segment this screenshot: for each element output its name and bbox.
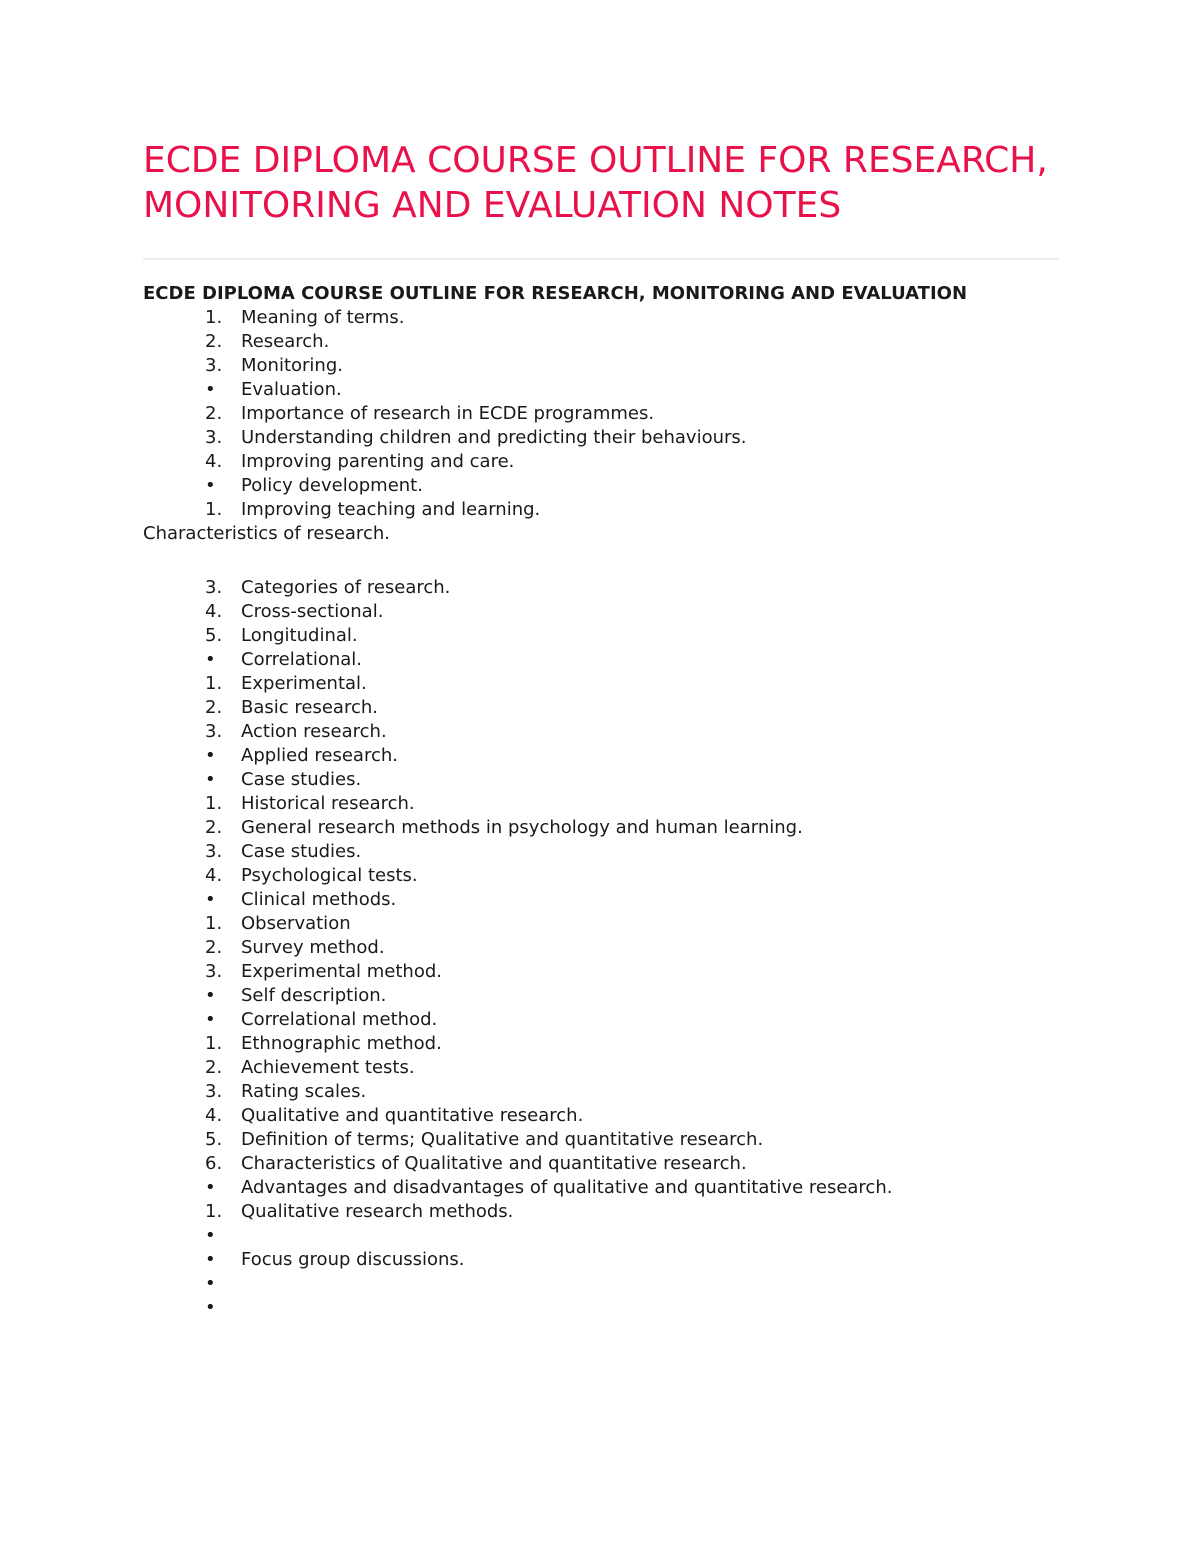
list-item bbox=[143, 330, 1059, 354]
list-item-text: Qualitative and quantitative research. bbox=[241, 1105, 584, 1126]
number-marker: 3. bbox=[205, 1081, 223, 1102]
list-item bbox=[143, 840, 1059, 864]
list-item bbox=[143, 696, 1059, 720]
list-item-text: Survey method. bbox=[241, 937, 385, 958]
number-marker: 1. bbox=[205, 793, 223, 814]
list-item bbox=[143, 474, 1059, 498]
number-marker: 4. bbox=[205, 865, 223, 886]
list-item bbox=[143, 1128, 1059, 1152]
title-divider bbox=[143, 258, 1059, 260]
number-marker: 3. bbox=[205, 721, 223, 742]
list-item-text: Correlational method. bbox=[241, 1009, 438, 1030]
list-item-text: Self description. bbox=[241, 985, 387, 1006]
list-item bbox=[143, 450, 1059, 474]
list-item bbox=[143, 1248, 1059, 1272]
number-marker: 4. bbox=[205, 1105, 223, 1126]
number-marker: 5. bbox=[205, 625, 223, 646]
list-item-text: Observation bbox=[241, 913, 351, 934]
list-item bbox=[143, 1080, 1059, 1104]
number-marker: 4. bbox=[205, 451, 223, 472]
list-item bbox=[143, 864, 1059, 888]
number-marker: 4. bbox=[205, 601, 223, 622]
list-item-text: Psychological tests. bbox=[241, 865, 418, 886]
list-item bbox=[143, 1224, 1059, 1248]
bullet-marker: • bbox=[205, 1225, 216, 1246]
list-item-text: Improving teaching and learning. bbox=[241, 499, 541, 520]
list-item bbox=[143, 1104, 1059, 1128]
number-marker: 6. bbox=[205, 1153, 223, 1174]
number-marker: 2. bbox=[205, 1057, 223, 1078]
number-marker: 2. bbox=[205, 817, 223, 838]
bullet-marker: • bbox=[205, 1009, 216, 1030]
list-item-text: Case studies. bbox=[241, 841, 362, 862]
list-item-text: Action research. bbox=[241, 721, 387, 742]
bullet-marker: • bbox=[205, 649, 216, 670]
list-item-text: Evaluation. bbox=[241, 379, 342, 400]
number-marker: 1. bbox=[205, 307, 223, 328]
characteristics-line: Characteristics of research. bbox=[143, 523, 390, 544]
number-marker: 2. bbox=[205, 403, 223, 424]
bullet-marker: • bbox=[205, 769, 216, 790]
list-item bbox=[143, 720, 1059, 744]
list-item bbox=[143, 576, 1059, 600]
list-item-text: Advantages and disadvantages of qualitative and quantitative research. bbox=[241, 1177, 893, 1198]
number-marker: 3. bbox=[205, 355, 223, 376]
list-item bbox=[143, 744, 1059, 768]
list-item-text: Monitoring. bbox=[241, 355, 343, 376]
list-item bbox=[143, 768, 1059, 792]
number-marker: 2. bbox=[205, 331, 223, 352]
bullet-marker: • bbox=[205, 1177, 216, 1198]
list-item-text: Case studies. bbox=[241, 769, 362, 790]
bullet-marker: • bbox=[205, 889, 216, 910]
number-marker: 5. bbox=[205, 1129, 223, 1150]
number-marker: 1. bbox=[205, 1201, 223, 1222]
list-item bbox=[143, 1272, 1059, 1296]
list-item-text: Cross-sectional. bbox=[241, 601, 384, 622]
list-item bbox=[143, 354, 1059, 378]
list-item-text: Clinical methods. bbox=[241, 889, 397, 910]
list-item bbox=[143, 960, 1059, 984]
list-item bbox=[143, 672, 1059, 696]
number-marker: 3. bbox=[205, 577, 223, 598]
list-item-text: Characteristics of Qualitative and quantitative research. bbox=[241, 1153, 747, 1174]
list-item bbox=[143, 936, 1059, 960]
number-marker: 1. bbox=[205, 499, 223, 520]
list-item-text: Research. bbox=[241, 331, 330, 352]
outline-list-meaning bbox=[143, 306, 1059, 522]
list-item-text: Rating scales. bbox=[241, 1081, 367, 1102]
bullet-marker: • bbox=[205, 1273, 216, 1294]
list-item bbox=[143, 1152, 1059, 1176]
list-item bbox=[143, 1200, 1059, 1224]
list-item-text: Achievement tests. bbox=[241, 1057, 415, 1078]
list-item-text: Correlational. bbox=[241, 649, 363, 670]
list-item bbox=[143, 306, 1059, 330]
number-marker: 1. bbox=[205, 1033, 223, 1054]
list-item-text: General research methods in psychology and human learning. bbox=[241, 817, 803, 838]
list-item bbox=[143, 498, 1059, 522]
list-item bbox=[143, 378, 1059, 402]
section-heading: ECDE DIPLOMA COURSE OUTLINE FOR RESEARCH, MONITORING AND EVALUATION bbox=[143, 283, 968, 304]
list-item bbox=[143, 1032, 1059, 1056]
list-item bbox=[143, 792, 1059, 816]
list-item bbox=[143, 888, 1059, 912]
list-item bbox=[143, 1296, 1059, 1320]
list-item bbox=[143, 816, 1059, 840]
list-item bbox=[143, 1056, 1059, 1080]
list-item bbox=[143, 624, 1059, 648]
list-item bbox=[143, 912, 1059, 936]
list-item-text: Importance of research in ECDE programmes. bbox=[241, 403, 655, 424]
list-item bbox=[143, 1176, 1059, 1200]
bullet-marker: • bbox=[205, 1297, 216, 1318]
list-item-text: Basic research. bbox=[241, 697, 378, 718]
list-item bbox=[143, 426, 1059, 450]
bullet-marker: • bbox=[205, 985, 216, 1006]
list-item-text: Qualitative research methods. bbox=[241, 1201, 514, 1222]
number-marker: 3. bbox=[205, 427, 223, 448]
bullet-marker: • bbox=[205, 379, 216, 400]
list-item-text: Experimental method. bbox=[241, 961, 442, 982]
number-marker: 2. bbox=[205, 937, 223, 958]
list-item bbox=[143, 402, 1059, 426]
list-item bbox=[143, 1008, 1059, 1032]
bullet-marker: • bbox=[205, 475, 216, 496]
list-item-text: Improving parenting and care. bbox=[241, 451, 515, 472]
number-marker: 2. bbox=[205, 697, 223, 718]
list-item-text: Longitudinal. bbox=[241, 625, 358, 646]
list-item-text: Policy development. bbox=[241, 475, 423, 496]
list-item-text: Experimental. bbox=[241, 673, 367, 694]
spacer bbox=[143, 546, 1059, 576]
bullet-marker: • bbox=[205, 745, 216, 766]
list-item bbox=[143, 648, 1059, 672]
list-item-text: Focus group discussions. bbox=[241, 1249, 465, 1270]
document-page bbox=[143, 138, 1059, 1320]
list-item bbox=[143, 600, 1059, 624]
number-marker: 1. bbox=[205, 913, 223, 934]
list-item-text: Meaning of terms. bbox=[241, 307, 405, 328]
number-marker: 3. bbox=[205, 961, 223, 982]
list-item-text: Definition of terms; Qualitative and quantitative research. bbox=[241, 1129, 764, 1150]
number-marker: 1. bbox=[205, 673, 223, 694]
list-item-text: Historical research. bbox=[241, 793, 415, 814]
number-marker: 3. bbox=[205, 841, 223, 862]
outline-list-categories bbox=[143, 576, 1059, 1320]
bullet-marker: • bbox=[205, 1249, 216, 1270]
list-item-text: Applied research. bbox=[241, 745, 398, 766]
list-item bbox=[143, 984, 1059, 1008]
list-item-text: Ethnographic method. bbox=[241, 1033, 442, 1054]
document-title: ECDE DIPLOMA COURSE OUTLINE FOR RESEARCH, MONITORING AND EVALUATION NOTES bbox=[143, 140, 1048, 226]
list-item-text: Categories of research. bbox=[241, 577, 451, 598]
list-item-text: Understanding children and predicting their behaviours. bbox=[241, 427, 747, 448]
